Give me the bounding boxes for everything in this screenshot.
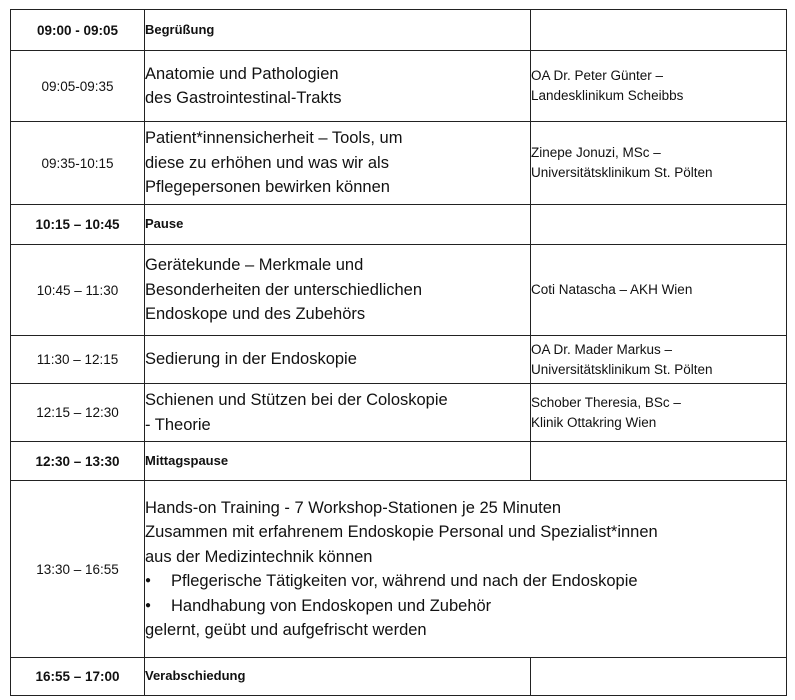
speaker-line: Coti Natascha – AKH Wien: [531, 282, 693, 297]
topic-line: Schienen und Stützen bei der Coloskopie: [145, 391, 448, 409]
topic-cell: [145, 384, 531, 442]
topic-line: Pause: [145, 216, 184, 232]
topic-line: Sedierung in der Endoskopie: [145, 350, 357, 369]
speaker-line: Schober Theresia, BSc –: [531, 394, 681, 410]
topic-line: Patient*innensicherheit – Tools, um: [145, 129, 403, 148]
time-cell: 16:55 – 17:00: [11, 658, 145, 696]
schedule-row: [11, 245, 787, 336]
schedule-row: [11, 10, 787, 51]
workshop-bullet-item: ● Pflegerische Tätigkeiten vor, während und nach der Endoskopie: [167, 569, 786, 594]
workshop-intro-line: Hands-on Training - 7 Workshop-Stationen je 25 Minuten: [145, 498, 562, 517]
topic-line: Gerätekunde – Merkmale und: [145, 256, 364, 275]
speaker-cell: [531, 384, 787, 442]
time-cell: 12:15 – 12:30: [11, 384, 145, 442]
schedule-table: [10, 9, 787, 696]
schedule-row: [11, 384, 787, 442]
topic-line: Mittagspause: [145, 452, 229, 468]
speaker-line: OA Dr. Mader Markus –: [531, 341, 673, 357]
topic-cell: [145, 51, 531, 122]
speaker-cell: [531, 122, 787, 205]
schedule-row: [11, 122, 787, 205]
workshop-intro-line: aus der Medizintechnik können: [145, 547, 373, 566]
topic-cell: [145, 205, 531, 245]
speaker-cell: [531, 336, 787, 384]
time-cell: 10:45 – 11:30: [11, 245, 145, 336]
schedule-row: [11, 442, 787, 481]
time-cell: 09:35-10:15: [11, 122, 145, 205]
workshop-bullet-list: [145, 569, 786, 618]
workshop-outro-line: gelernt, geübt und aufgefrischt werden: [145, 621, 427, 639]
topic-line: Endoskope und des Zubehörs: [145, 305, 366, 324]
speaker-line: Universitätsklinikum St. Pölten: [531, 165, 713, 180]
topic-cell: [145, 245, 531, 336]
time-cell: 11:30 – 12:15: [11, 336, 145, 384]
speaker-cell: [531, 658, 787, 696]
time-cell: 09:00 - 09:05: [11, 10, 145, 51]
topic-line: Pflegepersonen bewirken können: [145, 178, 390, 197]
schedule-row: [11, 51, 787, 122]
speaker-line: Zinepe Jonuzi, MSc –: [531, 145, 661, 160]
schedule-row: [11, 336, 787, 384]
topic-line: Verabschiedung: [145, 668, 246, 684]
speaker-line: OA Dr. Peter Günter –: [531, 68, 664, 83]
topic-cell: [145, 122, 531, 205]
topic-line: des Gastrointestinal-Trakts: [145, 89, 342, 107]
speaker-cell: [531, 205, 787, 245]
speaker-cell: [531, 245, 787, 336]
topic-cell: [145, 336, 531, 384]
schedule-row: [11, 481, 787, 658]
speaker-cell: [531, 442, 787, 481]
speaker-line: Klinik Ottakring Wien: [531, 414, 657, 430]
topic-cell: [145, 442, 531, 481]
time-cell: 09:05-09:35: [11, 51, 145, 122]
speaker-line: Landesklinikum Scheibbs: [531, 88, 684, 103]
time-cell: 12:30 – 13:30: [11, 442, 145, 481]
speaker-cell: [531, 10, 787, 51]
topic-line: Besonderheiten der unterschiedlichen: [145, 280, 423, 299]
topic-cell: [145, 10, 531, 51]
schedule-row: [11, 205, 787, 245]
workshop-cell: [145, 481, 787, 658]
speaker-line: Universitätsklinikum St. Pölten: [531, 361, 713, 377]
workshop-intro-line: Zusammen mit erfahrenem Endoskopie Personal und Spezialist*innen: [145, 523, 658, 541]
schedule-row: [11, 658, 787, 696]
topic-line: Anatomie und Pathologien: [145, 64, 339, 83]
topic-line: diese zu erhöhen und was wir als: [145, 153, 389, 172]
workshop-bullet-item: ● Handhabung von Endoskopen und Zubehör: [167, 594, 786, 619]
speaker-cell: [531, 51, 787, 122]
topic-cell: [145, 658, 531, 696]
time-cell: 10:15 – 10:45: [11, 205, 145, 245]
topic-line: Begrüßung: [145, 21, 215, 37]
topic-line: - Theorie: [145, 415, 211, 434]
time-cell: 13:30 – 16:55: [11, 481, 145, 658]
